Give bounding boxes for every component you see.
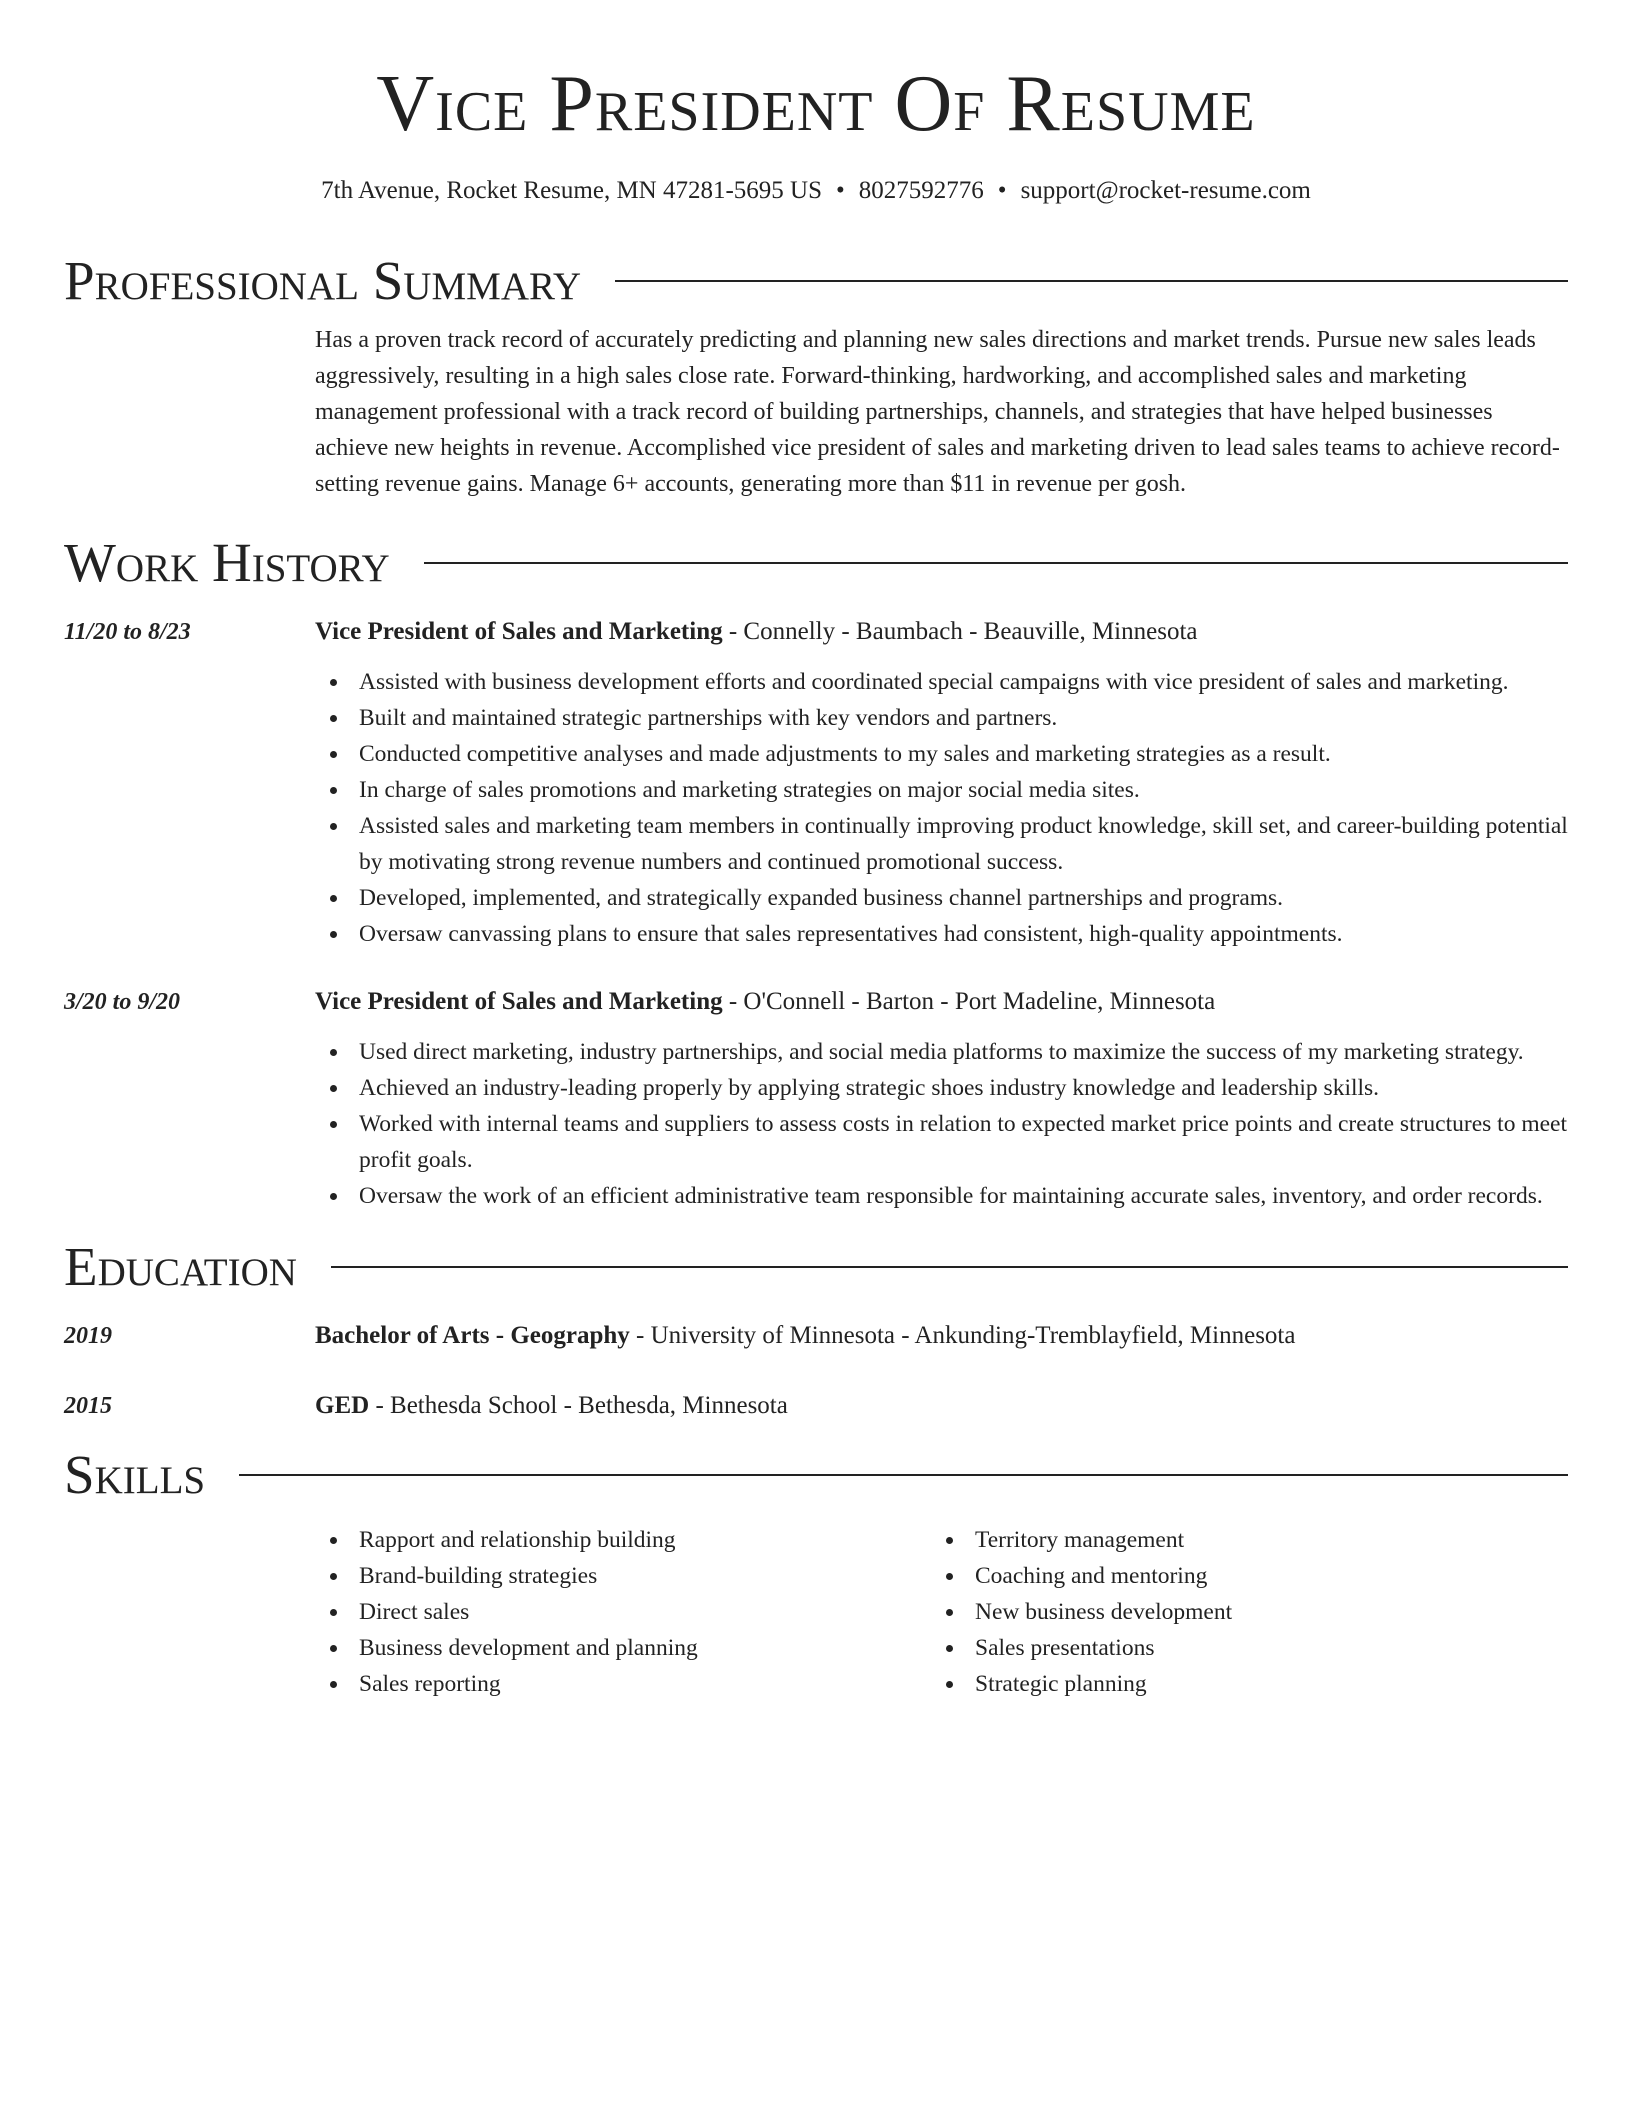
skill-item: New business development <box>975 1594 1547 1630</box>
skills-section-header <box>64 1444 1568 1506</box>
list-item: Used direct marketing, industry partnerships, and social media platforms to maximize the success of my marketing strategy. <box>359 1034 1568 1070</box>
skills-list-left <box>315 1522 931 1702</box>
job-details: - O'Connell - Barton - Port Madeline, Minnesota <box>722 988 1216 1015</box>
job-bullet-list <box>315 1034 1568 1214</box>
education-degree: GED <box>315 1392 370 1419</box>
education-heading: Education <box>64 1236 297 1297</box>
education-entry <box>64 1318 1568 1354</box>
skills-columns <box>315 1522 1568 1702</box>
education-details: - University of Minnesota - Ankunding-Tremblayfield, Minnesota <box>629 1322 1296 1349</box>
job-title: Vice President of Sales and Marketing <box>315 618 723 645</box>
job-heading <box>315 614 1568 650</box>
education-year: 2019 <box>64 1323 112 1349</box>
list-item: Developed, implemented, and strategically expanded business channel partnerships and programs. <box>359 880 1568 916</box>
list-item: In charge of sales promotions and marketing strategies on major social media sites. <box>359 772 1568 808</box>
skill-item: Business development and planning <box>359 1630 931 1666</box>
skill-item: Sales reporting <box>359 1666 931 1702</box>
education-body <box>315 1388 1568 1424</box>
skill-item: Coaching and mentoring <box>975 1558 1547 1594</box>
skills-left-spacer <box>64 1506 315 1702</box>
summary-heading: Professional Summary <box>64 250 582 311</box>
list-item: Built and maintained strategic partnerships with key vendors and partners. <box>359 700 1568 736</box>
contact-phone: 8027592776 <box>858 177 984 204</box>
list-item: Assisted sales and marketing team members in continually improving product knowledge, skill set, and career-building potential by motivating strong revenue numbers and continued promotional success. <box>359 808 1568 880</box>
education-body <box>315 1318 1568 1354</box>
summary-row <box>64 322 1568 502</box>
education-entry <box>64 1388 1568 1424</box>
list-item: Oversaw the work of an efficient administrative team responsible for maintaining accurate sales, inventory, and order records. <box>359 1178 1568 1214</box>
contact-address: 7th Avenue, Rocket Resume, MN 47281-5695 US <box>321 177 823 204</box>
list-item: Conducted competitive analyses and made adjustments to my sales and marketing strategies as a result. <box>359 736 1568 772</box>
job-body <box>315 614 1568 952</box>
resume-name: Vice President Of Resume <box>376 60 1256 148</box>
education-details: - Bethesda School - Bethesda, Minnesota <box>369 1392 788 1419</box>
education-section-header <box>64 1236 1568 1298</box>
skills-row <box>64 1506 1568 1702</box>
job-title: Vice President of Sales and Marketing <box>315 988 723 1015</box>
job-bullet-list <box>315 664 1568 952</box>
skill-item: Rapport and relationship building <box>359 1522 931 1558</box>
section-divider <box>331 1266 1568 1268</box>
job-dates: 11/20 to 8/23 <box>64 619 191 645</box>
list-item: Worked with internal teams and suppliers to assess costs in relation to expected market price points and create structures to meet profit goals. <box>359 1106 1568 1178</box>
education-year: 2015 <box>64 1393 112 1419</box>
list-item: Oversaw canvassing plans to ensure that sales representatives had consistent, high-quality appointments. <box>359 916 1568 952</box>
education-degree: Bachelor of Arts - Geography <box>315 1322 630 1349</box>
job-dates: 3/20 to 9/20 <box>64 989 181 1015</box>
contact-separator: • <box>836 177 845 204</box>
list-item: Achieved an industry-leading properly by applying strategic shoes industry knowledge and leadership skills. <box>359 1070 1568 1106</box>
section-divider <box>239 1474 1568 1476</box>
job-entry <box>64 984 1568 1214</box>
job-body <box>315 984 1568 1214</box>
section-divider <box>424 562 1568 564</box>
skill-item: Direct sales <box>359 1594 931 1630</box>
list-item: Assisted with business development efforts and coordinated special campaigns with vice president of sales and marketing. <box>359 664 1568 700</box>
summary-text: Has a proven track record of accurately predicting and planning new sales directions and market trends. Pursue new sales leads aggressively, resulting in a high sales close rate. Forward-thinking, hardworking, and accomplished sales and marketing management professional with a track record of building partnerships, channels, and strategies that have helped businesses achieve new heights in revenue. Accomplished vice president of sales and marketing driven to lead sales teams to achieve record-setting revenue gains. Manage 6+ accounts, generating more than $11 in revenue per gosh. <box>315 327 1560 497</box>
job-entry <box>64 614 1568 952</box>
summary-left-spacer <box>64 322 315 502</box>
work-heading: Work History <box>64 532 390 593</box>
section-divider <box>615 280 1568 282</box>
skills-list-right <box>931 1522 1547 1702</box>
skill-item: Brand-building strategies <box>359 1558 931 1594</box>
summary-section-header <box>64 250 1568 312</box>
contact-line <box>64 174 1568 208</box>
skills-heading: Skills <box>64 1444 206 1505</box>
skill-item: Strategic planning <box>975 1666 1547 1702</box>
work-section-header <box>64 532 1568 594</box>
skill-item: Territory management <box>975 1522 1547 1558</box>
contact-email: support@rocket-resume.com <box>1020 177 1311 204</box>
contact-separator: • <box>997 177 1007 204</box>
job-details: - Connelly - Baumbach - Beauville, Minnesota <box>722 618 1198 645</box>
skill-item: Sales presentations <box>975 1630 1547 1666</box>
job-heading <box>315 984 1568 1020</box>
